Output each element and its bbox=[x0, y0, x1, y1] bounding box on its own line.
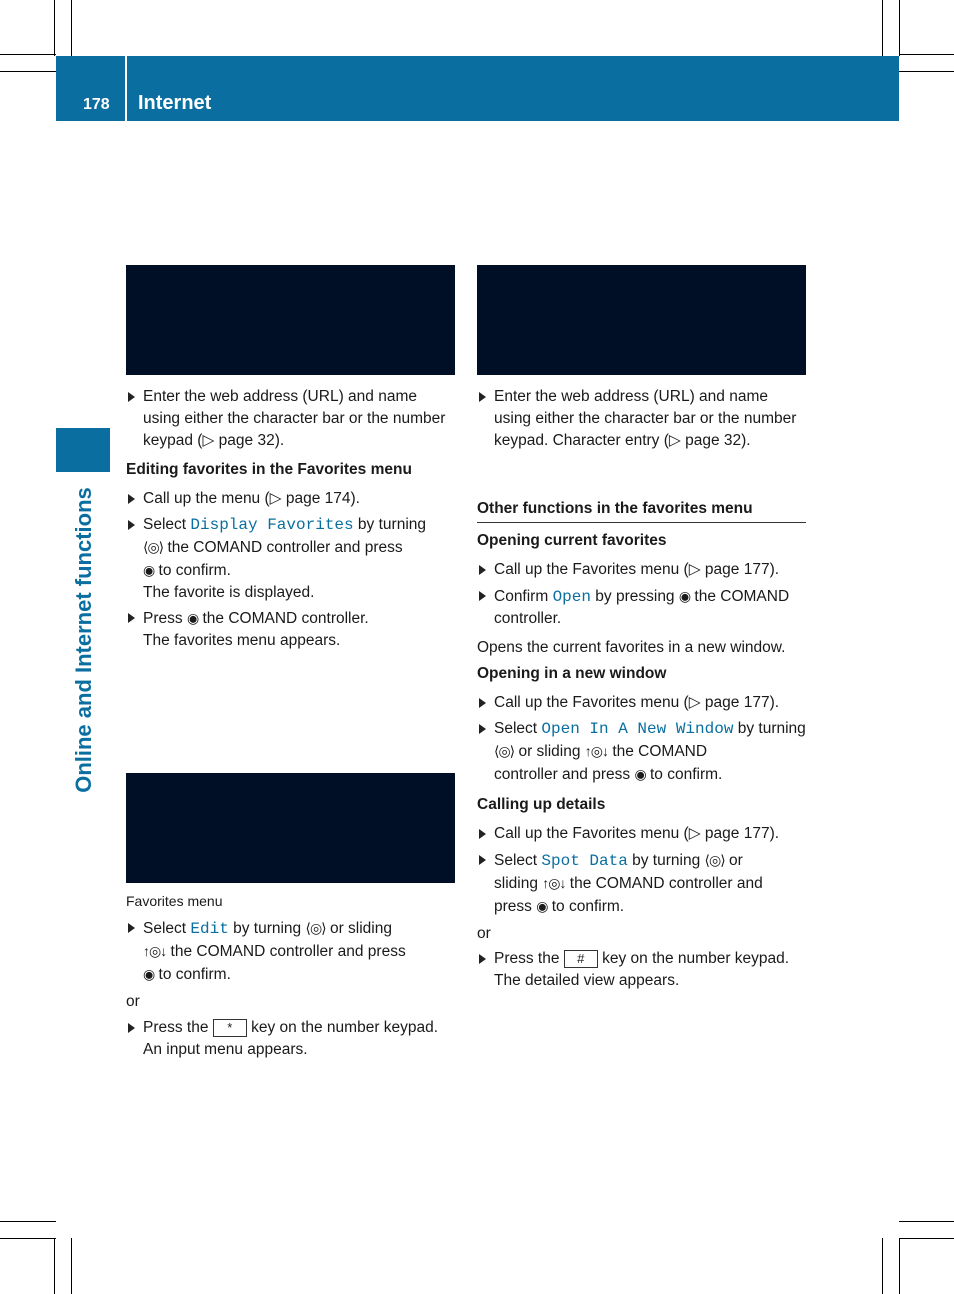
figure-caption: Favorites menu bbox=[126, 893, 223, 909]
crop-mark bbox=[882, 1238, 883, 1294]
press-controller-icon: ◉ bbox=[634, 766, 646, 782]
turn-controller-icon: ⟨◎⟩ bbox=[305, 920, 326, 936]
screen-image bbox=[126, 265, 455, 375]
crop-mark bbox=[71, 0, 72, 56]
press-controller-icon: ◉ bbox=[143, 966, 155, 982]
list-item: Enter the web address (URL) and name using either the character bar or the number keypad (▷ page 32). bbox=[126, 386, 456, 452]
list-item: Select Edit by turning ⟨◎⟩ or sliding ↑◎↓ the COMAND controller and press ◉ to confirm. bbox=[126, 917, 456, 986]
press-controller-icon: ◉ bbox=[678, 588, 691, 604]
slide-controller-icon: ↑◎↓ bbox=[143, 943, 167, 959]
right-block-opening-new bbox=[477, 692, 812, 786]
crop-mark bbox=[899, 1221, 954, 1222]
spot-data-label: Spot Data bbox=[541, 852, 628, 870]
crop-mark bbox=[0, 54, 56, 55]
crop-mark bbox=[0, 1221, 56, 1222]
right-block-1 bbox=[477, 386, 807, 452]
crop-mark bbox=[71, 1238, 72, 1294]
press-controller-icon: ◉ bbox=[186, 610, 199, 626]
crop-mark bbox=[54, 1238, 55, 1294]
left-block-1 bbox=[126, 386, 456, 452]
crop-mark bbox=[899, 71, 954, 72]
crop-mark bbox=[0, 71, 56, 72]
crop-mark bbox=[882, 0, 883, 56]
list-item: Call up the Favorites menu (▷ page 177). bbox=[477, 823, 812, 845]
left-block-3 bbox=[126, 917, 456, 1061]
slide-controller-icon: ↑◎↓ bbox=[542, 875, 566, 891]
or-text: or bbox=[477, 925, 491, 942]
press-controller-icon: ◉ bbox=[143, 562, 155, 578]
turn-controller-icon: ⟨◎⟩ bbox=[143, 539, 164, 555]
left-block-2 bbox=[126, 488, 456, 652]
turn-controller-icon: ⟨◎⟩ bbox=[704, 852, 725, 868]
heading-other-functions: Other functions in the favorites menu bbox=[477, 498, 806, 523]
list-item: Call up the Favorites menu (▷ page 177). bbox=[477, 559, 812, 581]
favorites-menu-screen-image bbox=[126, 773, 455, 883]
crop-mark bbox=[54, 0, 55, 56]
list-item: Call up the Favorites menu (▷ page 177). bbox=[477, 692, 812, 714]
chapter-title: Online and Internet functions bbox=[71, 487, 96, 793]
slide-controller-icon: ↑◎↓ bbox=[584, 743, 609, 759]
list-item: Press the # key on the number keypad. The detailed view appears. bbox=[477, 948, 812, 992]
edit-label: Edit bbox=[190, 920, 229, 938]
right-block-calling-details bbox=[477, 823, 812, 992]
press-controller-icon: ◉ bbox=[536, 898, 548, 914]
list-item: Call up the menu (▷ page 174). bbox=[126, 488, 456, 510]
list-item: Select Spot Data by turning ⟨◎⟩ or sliding ↑◎↓ the COMAND controller and press ◉ to confirm. bbox=[477, 849, 812, 918]
crop-mark bbox=[899, 1238, 954, 1239]
chapter-tab bbox=[56, 428, 110, 472]
list-item: Enter the web address (URL) and name using either the character bar or the number keypad. Character entry (▷ page 32). bbox=[477, 386, 807, 452]
crop-mark bbox=[0, 1238, 56, 1239]
heading-opening-current: Opening current favorites bbox=[477, 532, 667, 549]
list-item: Select Open In A New Window by turning ⟨◎⟩ or sliding ↑◎↓ the COMAND controller and press ◉ to confirm. bbox=[477, 718, 812, 786]
right-block-opening-current bbox=[477, 559, 812, 659]
open-in-new-window-label: Open In A New Window bbox=[541, 720, 734, 738]
star-key-icon: * bbox=[213, 1019, 247, 1037]
heading-editing-favorites: Editing favorites in the Favorites menu bbox=[126, 461, 412, 478]
hash-key-icon: # bbox=[564, 950, 598, 968]
crop-mark bbox=[899, 54, 954, 55]
paragraph: Opens the current favorites in a new window. bbox=[477, 639, 786, 656]
list-item: Press ◉ the COMAND controller. The favorites menu appears. bbox=[126, 607, 456, 652]
page-header bbox=[56, 56, 899, 121]
list-item: Confirm Open by pressing ◉ the COMAND controller. bbox=[477, 585, 812, 630]
section-title: Internet bbox=[138, 92, 212, 114]
crop-mark bbox=[899, 0, 900, 56]
list-item: Press the * key on the number keypad. An input menu appears. bbox=[126, 1017, 456, 1061]
heading-opening-new-window: Opening in a new window bbox=[477, 665, 667, 682]
heading-calling-details: Calling up details bbox=[477, 796, 606, 813]
page-number: 178 bbox=[83, 96, 110, 113]
screen-image bbox=[477, 265, 806, 375]
crop-mark bbox=[899, 1238, 900, 1294]
turn-controller-icon: ⟨◎⟩ bbox=[494, 743, 515, 759]
display-favorites-label: Display Favorites bbox=[190, 516, 354, 534]
header-divider bbox=[125, 56, 127, 121]
or-text: or bbox=[126, 993, 140, 1010]
list-item: Select Display Favorites by turning ⟨◎⟩ the COMAND controller and press ◉ to confirm. The favorite is displayed. bbox=[126, 514, 456, 604]
open-label: Open bbox=[552, 588, 591, 606]
